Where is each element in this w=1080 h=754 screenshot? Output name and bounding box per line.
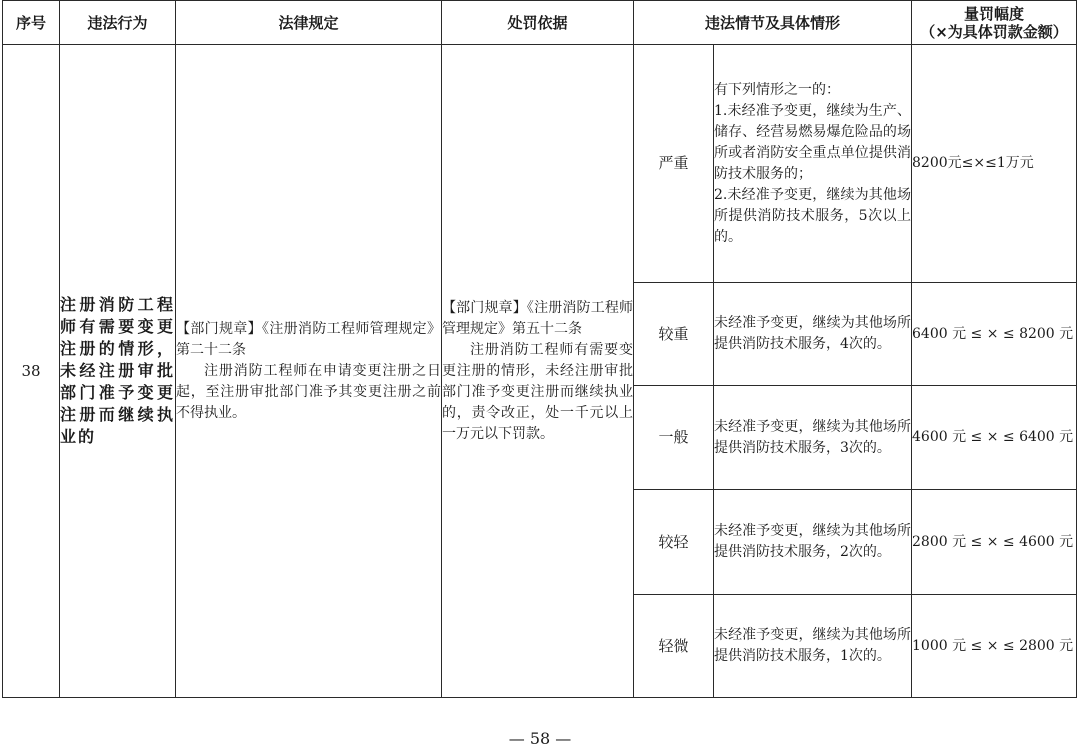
table-row — [3, 45, 1077, 283]
desc-text: 有下列情形之一的： 1.未经准予变更，继续为生产、储存、经营易燃易爆危险品的场所或者消防安全重点单位提供消防技术服务的； 2.未经准予变更，继续为其他场所提供消防技术服务，5次以上的。 — [714, 81, 912, 245]
header-range — [912, 1, 1077, 45]
row-law — [176, 45, 442, 698]
desc-cell — [714, 45, 912, 283]
header-law: 法律规定 — [176, 1, 442, 45]
range-cell: 8200元≤×≤1万元 — [912, 45, 1077, 283]
header-act: 违法行为 — [60, 1, 176, 45]
header-range-title: 量罚幅度 — [964, 4, 1025, 23]
range-cell: 6400 元 ≤ × ≤ 8200 元 — [912, 283, 1077, 386]
basis-title: 【部门规章】《注册消防工程师管理规定》第五十二条 — [442, 299, 633, 337]
desc-cell: 未经准予变更，继续为其他场所提供消防技术服务，3次的。 — [714, 386, 912, 490]
header-range-note: （×为具体罚款金额） — [920, 22, 1068, 41]
header-circumstances: 违法情节及具体情形 — [634, 1, 912, 45]
range-cell: 1000 元 ≤ × ≤ 2800 元 — [912, 595, 1077, 698]
level-cell: 较轻 — [634, 490, 714, 595]
row-violation: 注册消防工程师有需要变更注册的情形，未经注册审批部门准予变更注册而继续执业的 — [60, 45, 176, 698]
header-basis: 处罚依据 — [442, 1, 634, 45]
desc-cell: 未经准予变更，继续为其他场所提供消防技术服务，1次的。 — [714, 595, 912, 698]
header-seq: 序号 — [3, 1, 60, 45]
basis-body: 注册消防工程师有需要变更注册的情形，未经注册审批部门准予变更注册而继续执业的，责令改正，处一千元以上一万元以下罚款。 — [442, 341, 633, 442]
desc-cell: 未经准予变更，继续为其他场所提供消防技术服务，2次的。 — [714, 490, 912, 595]
level-cell: 轻微 — [634, 595, 714, 698]
level-cell: 一般 — [634, 386, 714, 490]
row-seq: 38 — [3, 45, 60, 698]
level-cell: 较重 — [634, 283, 714, 386]
page-number: — 58 — — [508, 729, 572, 748]
range-cell: 2800 元 ≤ × ≤ 4600 元 — [912, 490, 1077, 595]
law-body: 注册消防工程师在申请变更注册之日起，至注册审批部门准予其变更注册之前不得执业。 — [176, 362, 441, 421]
header-row — [3, 1, 1077, 45]
penalty-table — [2, 0, 1077, 698]
row-basis — [442, 45, 634, 698]
law-title: 【部门规章】《注册消防工程师管理规定》第二十二条 — [176, 320, 441, 358]
range-cell: 4600 元 ≤ × ≤ 6400 元 — [912, 386, 1077, 490]
level-cell: 严重 — [634, 45, 714, 283]
desc-cell: 未经准予变更，继续为其他场所提供消防技术服务，4次的。 — [714, 283, 912, 386]
